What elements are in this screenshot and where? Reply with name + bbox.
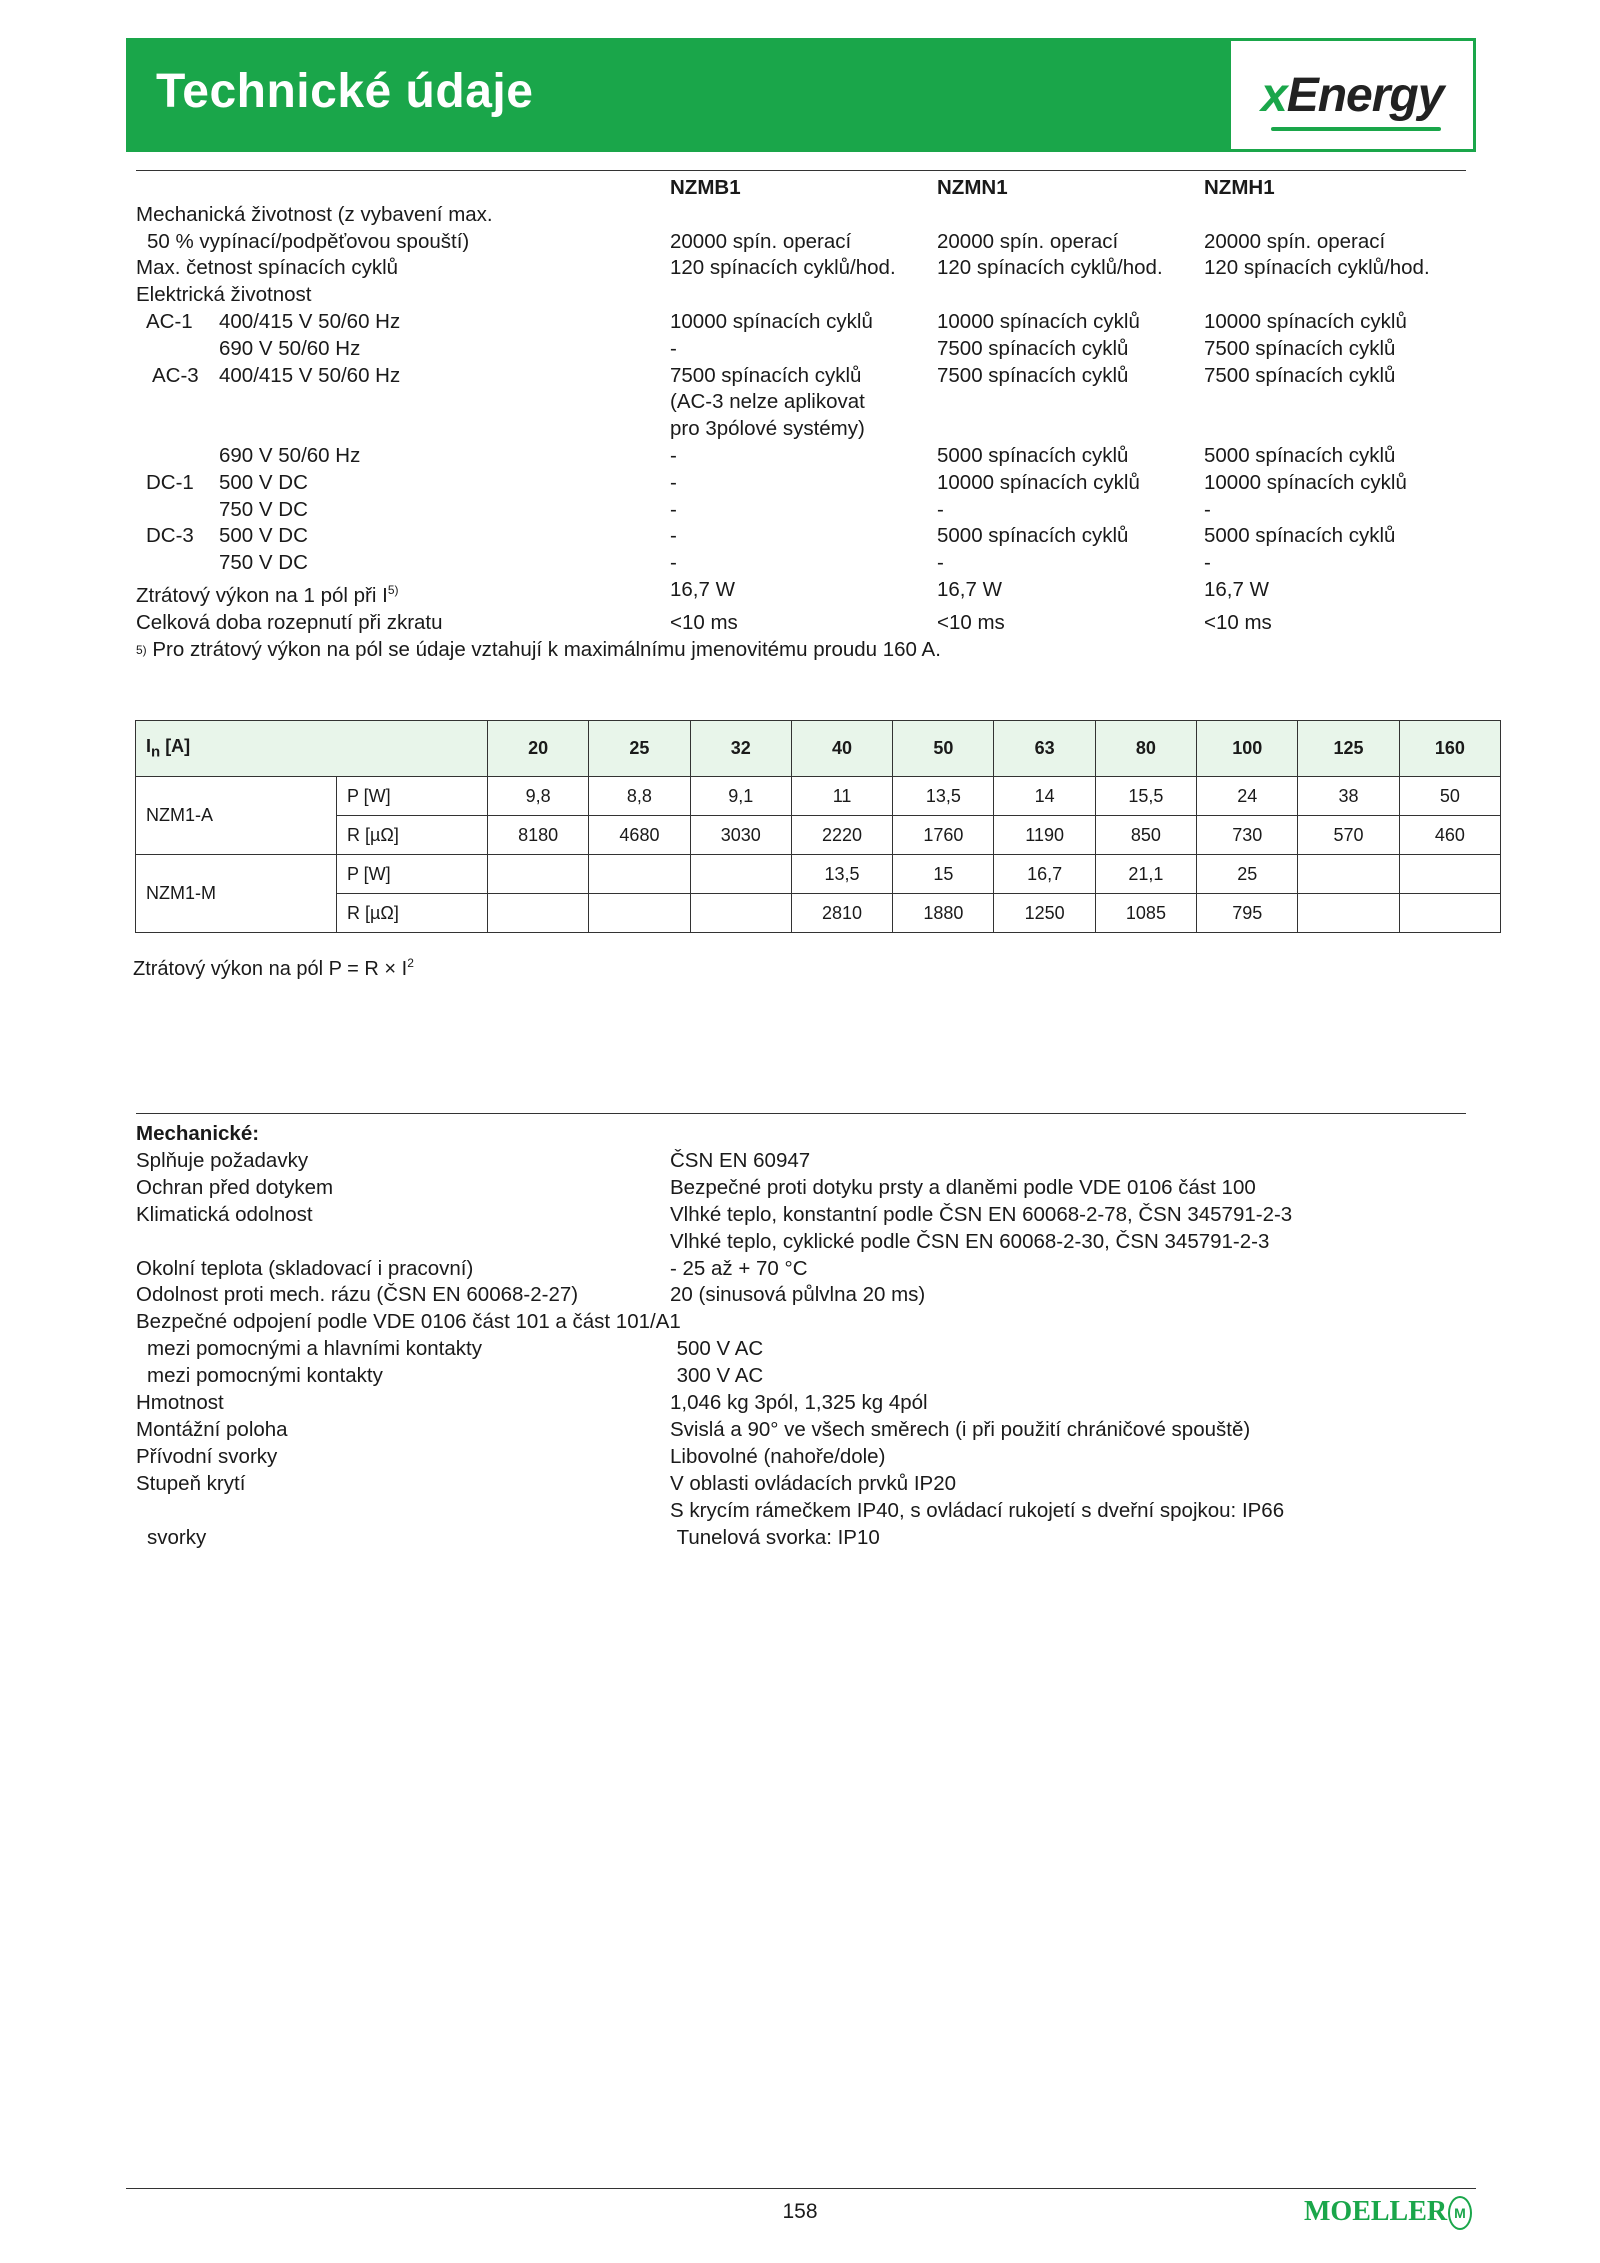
rated-voltage: 690 V 50/60 Hz (219, 336, 361, 360)
current-cell: 100 (1197, 721, 1298, 777)
value-cell: 50 (1399, 777, 1500, 816)
spec-label (136, 577, 670, 610)
spec-label-text: Max. četnost spínacích cyklů (136, 256, 399, 280)
spec-column-headers (136, 175, 1466, 202)
spec-row (136, 336, 1466, 363)
spec-value (937, 282, 1204, 309)
spec-label (136, 610, 670, 637)
mechanical-row (136, 1282, 1466, 1309)
mechanical-row (136, 1525, 1466, 1552)
quantity-label: P [W] (337, 777, 488, 816)
mechanical-label: mezi pomocnými a hlavními kontakty (147, 1337, 482, 1361)
table-row (136, 777, 1501, 816)
spec-value: 5000 spínacích cyklů (937, 443, 1129, 467)
mechanical-row (136, 1229, 1466, 1256)
spec-value: 5000 spínacích cyklů (1204, 524, 1396, 548)
loss-formula: Ztrátový výkon na pól $P = R \times I^2$ (133, 956, 414, 980)
spec-value: 7500 spínacích cyklů (670, 363, 862, 387)
spec-label (136, 363, 670, 390)
value-cell: 25 (1197, 855, 1298, 894)
value-cell: 1085 (1095, 894, 1196, 933)
moeller-emblem-icon: M (1448, 2196, 1472, 2230)
spec-row (136, 523, 1466, 550)
mechanical-label (136, 1498, 670, 1525)
page-title: Technické údaje (156, 65, 534, 118)
spec-value: - (670, 551, 677, 575)
spec-label (136, 497, 670, 524)
spec-value: - (670, 497, 677, 521)
spec-row (136, 202, 1466, 229)
value-cell (589, 894, 690, 933)
mechanical-heading: Mechanické: (136, 1122, 260, 1145)
spec-label (136, 389, 670, 416)
utilization-category: DC-3 (146, 524, 194, 548)
spec-row (136, 550, 1466, 577)
mechanical-row (136, 1148, 1466, 1175)
mechanical-value: Tunelová svorka: IP10 (676, 1525, 880, 1549)
value-cell (1298, 894, 1399, 933)
value-cell: 730 (1197, 816, 1298, 855)
value-cell: 1250 (994, 894, 1095, 933)
spec-section (136, 175, 1466, 663)
value-cell (690, 894, 791, 933)
value-cell: 2220 (791, 816, 892, 855)
spec-value: 120 spínacích cyklů/hod. (937, 256, 1163, 280)
mechanical-label: Okolní teplota (skladovací i pracovní) (136, 1256, 474, 1280)
model-cell: NZM1-M (136, 855, 337, 933)
spec-row (136, 282, 1466, 309)
value-cell (1298, 855, 1399, 894)
spec-value: - (1204, 551, 1211, 575)
spec-value: - (670, 336, 677, 360)
mechanical-label: Odolnost proti mech. rázu (ČSN EN 60068-2-27) (136, 1283, 579, 1307)
mechanical-label: Stupeň krytí (136, 1471, 246, 1495)
table-row (136, 855, 1501, 894)
table-row (136, 894, 1501, 933)
current-cell: 20 (488, 721, 589, 777)
mechanical-label: mezi pomocnými kontakty (147, 1364, 383, 1388)
divider (136, 170, 1466, 171)
spec-row (136, 363, 1466, 390)
current-cell: 160 (1399, 721, 1500, 777)
value-cell: 38 (1298, 777, 1399, 816)
mechanical-value: 1,046 kg 3pól, 1,325 kg 4pól (670, 1391, 928, 1415)
mechanical-row (136, 1175, 1466, 1202)
value-cell: 1880 (893, 894, 994, 933)
quantity-label: R [µΩ] (337, 816, 488, 855)
spec-label-text: 50 % vypínací/podpěťovou spouští) (147, 229, 470, 253)
page-number: 158 (782, 2200, 818, 2223)
spec-label-text: Elektrická životnost (136, 283, 312, 307)
value-cell: 1190 (994, 816, 1095, 855)
value-cell: 11 (791, 777, 892, 816)
spec-value: - (670, 524, 677, 548)
value-cell: 8180 (488, 816, 589, 855)
spec-row (136, 443, 1466, 470)
rated-voltage: 500 V DC (219, 524, 308, 548)
mechanical-row (136, 1498, 1466, 1525)
mechanical-value: S krycím rámečkem IP40, s ovládací rukojetí s dveřní spojkou: IP66 (670, 1498, 1285, 1522)
current-cell: 32 (690, 721, 791, 777)
current-cell: 40 (791, 721, 892, 777)
value-cell: 1760 (893, 816, 994, 855)
spec-value: - (670, 443, 677, 467)
mechanical-value (670, 1309, 1466, 1336)
spec-row (136, 610, 1466, 637)
spec-value: - (937, 551, 944, 575)
spec-label-text: Ztrátový výkon na 1 pól při I (136, 583, 388, 607)
spec-value: 7500 spínacích cyklů (1204, 336, 1396, 360)
table-row (136, 816, 1501, 855)
mechanical-label (136, 1229, 670, 1256)
value-cell: 3030 (690, 816, 791, 855)
spec-value: (AC-3 nelze aplikovat (670, 390, 865, 414)
spec-value: 7500 spínacích cyklů (937, 336, 1129, 360)
mechanical-label: Splňuje požadavky (136, 1148, 309, 1172)
rated-voltage: 750 V DC (219, 497, 308, 521)
mechanical-row (136, 1390, 1466, 1417)
spec-label (136, 202, 670, 229)
value-cell: 13,5 (791, 855, 892, 894)
value-cell: 4680 (589, 816, 690, 855)
spec-value: 16,7 W (670, 577, 735, 601)
value-cell (488, 894, 589, 933)
spec-value: - (670, 470, 677, 494)
value-cell (690, 855, 791, 894)
table-header-row (136, 721, 1501, 777)
mechanical-value: ČSN EN 60947 (670, 1148, 811, 1172)
utilization-category: DC-1 (146, 470, 194, 494)
spec-value: 16,7 W (1204, 577, 1269, 601)
value-cell: 15,5 (1095, 777, 1196, 816)
spec-value: 7500 spínacích cyklů (1204, 363, 1396, 387)
rated-voltage: 500 V DC (219, 470, 308, 494)
spec-row (136, 389, 1466, 416)
spec-value (937, 202, 1204, 229)
mechanical-row (136, 1417, 1466, 1444)
spec-value: <10 ms (1204, 610, 1272, 634)
spec-value: 5000 spínacích cyklů (937, 524, 1129, 548)
value-cell: 2810 (791, 894, 892, 933)
power-loss-table (135, 720, 1501, 933)
rated-voltage: 750 V DC (219, 551, 308, 575)
quantity-label: P [W] (337, 855, 488, 894)
spec-value: 10000 spínacích cyklů (937, 309, 1140, 333)
current-cell: 125 (1298, 721, 1399, 777)
mechanical-label: Přívodní svorky (136, 1444, 278, 1468)
spec-label (136, 550, 670, 577)
spec-row (136, 255, 1466, 282)
spec-row (136, 416, 1466, 443)
mechanical-value: V oblasti ovládacích prvků IP20 (670, 1471, 957, 1495)
spec-value: 10000 spínacích cyklů (1204, 470, 1407, 494)
logo-text: xEnergy (1261, 69, 1444, 122)
value-cell (488, 855, 589, 894)
utilization-category: AC-3 (152, 363, 199, 387)
spec-value: 5000 spínacích cyklů (1204, 443, 1396, 467)
spec-label (136, 470, 670, 497)
mechanical-label: svorky (147, 1525, 207, 1549)
spec-row (136, 309, 1466, 336)
spec-row (136, 470, 1466, 497)
spec-value: - (937, 497, 944, 521)
spec-label (136, 336, 670, 363)
value-cell: 16,7 (994, 855, 1095, 894)
footer-divider (126, 2188, 1476, 2189)
xenergy-logo (1228, 38, 1476, 152)
mechanical-value: Svislá a 90° ve všech směrech (i při použití chráničové spouště) (670, 1417, 1251, 1441)
spec-value: 20000 spín. operací (670, 229, 852, 253)
current-cell: 50 (893, 721, 994, 777)
mechanical-label: Montážní poloha (136, 1417, 288, 1441)
spec-row (136, 497, 1466, 524)
mechanical-section (136, 1121, 1466, 1552)
spec-value (937, 389, 1204, 416)
spec-value: 7500 spínacích cyklů (937, 363, 1129, 387)
mechanical-value: Bezpečné proti dotyku prsty a dlaněmi podle VDE 0106 část 100 (670, 1175, 1256, 1199)
mechanical-row (136, 1336, 1466, 1363)
spec-value: 16,7 W (937, 577, 1002, 601)
value-cell: 460 (1399, 816, 1500, 855)
spec-value (1204, 282, 1466, 309)
logo-swoosh (1271, 127, 1441, 131)
spec-value: 10000 spínacích cyklů (670, 309, 873, 333)
spec-value (937, 416, 1204, 443)
spec-value: 10000 spínacích cyklů (937, 470, 1140, 494)
value-cell (589, 855, 690, 894)
page-header (126, 38, 1476, 152)
current-cell: 25 (589, 721, 690, 777)
mechanical-row (136, 1444, 1466, 1471)
spec-label (136, 309, 670, 336)
current-cell: 80 (1095, 721, 1196, 777)
spec-row (136, 229, 1466, 256)
value-cell (1399, 855, 1500, 894)
value-cell: 24 (1197, 777, 1298, 816)
mechanical-row (136, 1256, 1466, 1283)
value-cell: 15 (893, 855, 994, 894)
current-cell: 63 (994, 721, 1095, 777)
spec-value: <10 ms (670, 610, 738, 634)
spec-value: 120 spínacích cyklů/hod. (670, 256, 896, 280)
column-header: NZMB1 (670, 176, 741, 199)
mechanical-value: Vlhké teplo, konstantní podle ČSN EN 60068-2-78, ČSN 345791-2-3 (670, 1202, 1293, 1226)
rated-voltage: 690 V 50/60 Hz (219, 443, 361, 467)
value-cell: 850 (1095, 816, 1196, 855)
divider (136, 1113, 1466, 1114)
spec-value: pro 3pólové systémy) (670, 417, 865, 441)
value-cell: 9,8 (488, 777, 589, 816)
value-cell: 795 (1197, 894, 1298, 933)
mechanical-label: Bezpečné odpojení podle VDE 0106 část 101 a část 101/A1 (136, 1310, 681, 1334)
column-header: NZMN1 (937, 176, 1008, 199)
value-cell (1399, 894, 1500, 933)
spec-label-text: Celková doba rozepnutí při zkratu (136, 610, 443, 634)
value-cell: 9,1 (690, 777, 791, 816)
spec-value (1204, 202, 1466, 229)
column-header: NZMH1 (1204, 176, 1275, 199)
spec-label (136, 282, 670, 309)
mechanical-label: Hmotnost (136, 1391, 224, 1415)
spec-value (670, 202, 937, 229)
value-cell: 14 (994, 777, 1095, 816)
spec-value: 20000 spín. operací (1204, 229, 1386, 253)
spec-value (1204, 416, 1466, 443)
mechanical-row (136, 1363, 1466, 1390)
mechanical-value: Vlhké teplo, cyklické podle ČSN EN 60068-2-30, ČSN 345791-2-3 (670, 1229, 1270, 1253)
quantity-label: R [µΩ] (337, 894, 488, 933)
spec-value (1204, 389, 1466, 416)
mechanical-value: - 25 až + 70 °C (670, 1256, 808, 1280)
mechanical-value: Libovolné (nahoře/dole) (670, 1444, 886, 1468)
current-header: $I_n$ [A] (136, 721, 488, 777)
mechanical-value: 500 V AC (676, 1337, 764, 1361)
rated-voltage: 400/415 V 50/60 Hz (219, 309, 401, 333)
footnote-ref: 5) (387, 582, 399, 597)
mechanical-row (136, 1471, 1466, 1498)
footnote: 5) Pro ztrátový výkon na pól se údaje vztahují k maximálnímu jmenovitému proudu 160 A. (136, 637, 941, 661)
spec-value: 20000 spín. operací (937, 229, 1119, 253)
spec-label (136, 255, 670, 282)
spec-label (136, 229, 670, 256)
spec-label (136, 416, 670, 443)
rated-voltage: 400/415 V 50/60 Hz (219, 363, 401, 387)
value-cell: 8,8 (589, 777, 690, 816)
spec-value: 120 spínacích cyklů/hod. (1204, 256, 1430, 280)
mechanical-value: 20 (sinusová půlvlna 20 ms) (670, 1283, 926, 1307)
spec-value: <10 ms (937, 610, 1005, 634)
spec-label-text: Mechanická životnost (z vybavení max. (136, 202, 493, 226)
mechanical-row (136, 1309, 1466, 1336)
spec-label (136, 443, 670, 470)
spec-value: 10000 spínacích cyklů (1204, 309, 1407, 333)
value-cell: 13,5 (893, 777, 994, 816)
mechanical-row (136, 1202, 1466, 1229)
value-cell: 21,1 (1095, 855, 1196, 894)
spec-label (136, 523, 670, 550)
value-cell: 570 (1298, 816, 1399, 855)
spec-row (136, 577, 1466, 610)
utilization-category: AC-1 (146, 309, 193, 333)
mechanical-label: Ochran před dotykem (136, 1175, 334, 1199)
moeller-logo: MOELLER (1304, 2196, 1448, 2227)
model-cell: NZM1-A (136, 777, 337, 855)
mechanical-value: 300 V AC (676, 1364, 764, 1388)
spec-value (670, 282, 937, 309)
mechanical-label: Klimatická odolnost (136, 1202, 313, 1226)
spec-value: - (1204, 497, 1211, 521)
